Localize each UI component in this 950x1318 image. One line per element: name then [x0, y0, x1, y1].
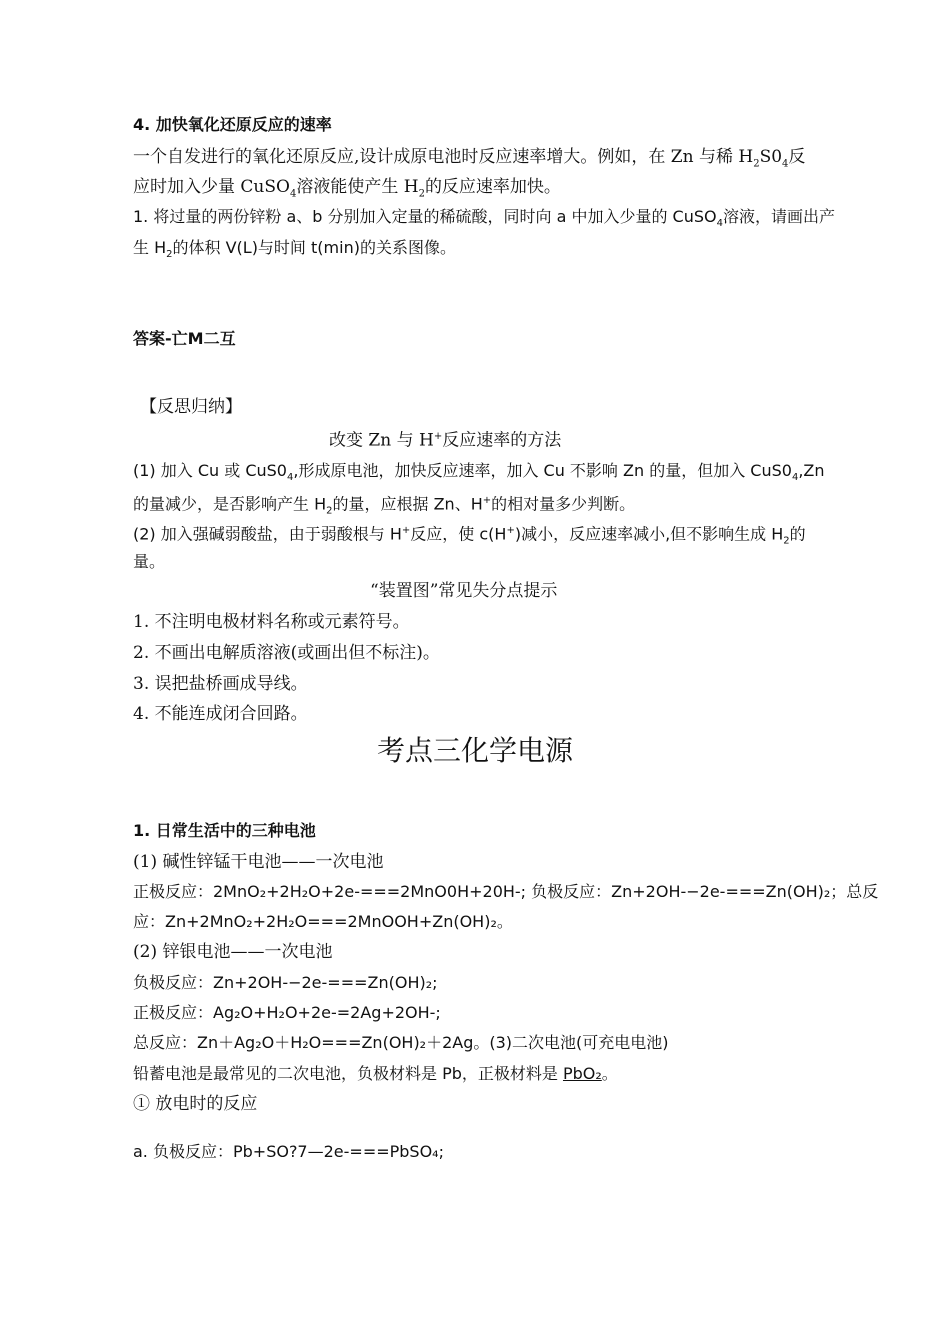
subscript: 2 — [783, 535, 790, 547]
text: 的反应速率加快。 — [424, 177, 561, 197]
text: 生 H — [133, 238, 167, 257]
answer-line: 答案-亡M二互 — [133, 329, 236, 348]
text: 的量，应根据 Zn、H — [332, 494, 483, 514]
reflection-p2-line-2: 量。 — [133, 552, 166, 571]
section-3-title: 考点三化学电源 — [376, 734, 573, 767]
batteries-heading: 1. 日常生活中的三种电池 — [133, 821, 316, 840]
battery-1-title: (1) 碱性锌锰干电池——一次电池 — [133, 852, 384, 872]
reflection-subtitle — [329, 426, 561, 452]
battery-3-line-3: a. 负极反应：Pb+SO?7—2e-===PbSO₄; — [133, 1142, 444, 1161]
reflection-p2-line-1 — [133, 520, 806, 553]
text: S0 — [759, 147, 783, 167]
battery-3-line-2: ① 放电时的反应 — [133, 1094, 258, 1114]
text: 反应速率的方法 — [442, 430, 562, 451]
text: 反 — [788, 147, 806, 167]
battery-2-line-1: 负极反应：Zn+2OH-−2e-===Zn(OH)₂; — [133, 973, 438, 992]
section-4-paragraph-line-1 — [133, 146, 805, 175]
text: ,形成原电池，加快反应速率，加入 Cu 不影响 Zn 的量，但加入 CuS0 — [293, 461, 792, 480]
subscript: 2 — [326, 505, 333, 517]
text: 改变 Zn 与 H — [329, 430, 434, 451]
text: (2) 加入强碱弱酸盐，由于弱酸根与 H — [133, 524, 402, 544]
text: 应时加入少量 CuSO — [133, 177, 290, 197]
superscript: + — [433, 431, 443, 442]
subscript: 2 — [166, 249, 173, 261]
text: 的量减少，是否影响产生 H — [133, 494, 327, 514]
reflection-p1-line-2 — [133, 490, 635, 523]
battery-2-line-2: 正极反应：Ag₂O+H₂O+2e-=2Ag+2OH-; — [133, 1003, 441, 1022]
text: 溶液能使产生 H — [296, 177, 419, 197]
superscript: + — [401, 525, 411, 536]
text: 的 — [789, 524, 806, 544]
reflection-title: 【反思归纳】 — [140, 397, 242, 417]
text: 的体积 V(L)与时间 t(min)的关系图像。 — [172, 238, 456, 257]
text: 溶液，请画出产 — [723, 207, 836, 226]
reflection-p1-line-1 — [133, 460, 825, 489]
tips-item-3: 3. 误把盐桥画成导线。 — [133, 674, 308, 694]
question-1-line-2 — [133, 237, 456, 266]
text: )减小，反应速率减小,但不影响生成 H — [514, 524, 784, 544]
battery-2-line-3: 总反应：Zn＋Ag₂O＋H₂O===Zn(OH)₂＋2Ag。(3)二次电池(可充电电池) — [133, 1033, 669, 1052]
subscript: 4 — [791, 472, 799, 484]
tips-item-4: 4. 不能连成闭合回路。 — [133, 704, 308, 724]
tips-item-1: 1. 不注明电极材料名称或元素符号。 — [133, 612, 410, 632]
subscript: 2 — [418, 188, 425, 200]
battery-1-line-2: 应：Zn+2MnO₂+2H₂O===2MnOOH+Zn(OH)₂。 — [133, 912, 513, 931]
battery-3-line-1 — [133, 1063, 618, 1085]
underlined-answer: PbO₂ — [562, 1064, 602, 1083]
tips-item-2: 2. 不画出电解质溶液(或画出但不标注)。 — [133, 643, 440, 663]
battery-1-line-1: 正极反应：2MnO₂+2H₂O+2e-===2MnO0H+20H-; 负极反应：Zn+2OH-−2e-===Zn(OH)₂；总反 — [133, 882, 879, 901]
text: 一个自发进行的氧化还原反应,设计成原电池时反应速率增大。例如，在 Zn 与稀 H — [133, 147, 754, 167]
subscript: 4 — [716, 218, 723, 230]
subscript: 4 — [286, 472, 294, 484]
text: (1) 加入 Cu 或 CuS0 — [133, 461, 287, 480]
question-1-line-1 — [133, 206, 835, 235]
text: 反应，使 c(H — [410, 524, 507, 544]
text: ,Zn — [798, 461, 825, 480]
section-4-paragraph-line-2 — [133, 176, 561, 205]
text: 。 — [601, 1064, 618, 1083]
text: 铅蓄电池是最常见的二次电池，负极材料是 Pb，正极材料是 — [133, 1064, 563, 1083]
superscript: + — [506, 525, 515, 536]
text: 的相对量多少判断。 — [491, 494, 636, 514]
section-4-heading: 4. 加快氧化还原反应的速率 — [133, 115, 332, 134]
battery-2-title: (2) 锌银电池——一次电池 — [133, 942, 333, 962]
superscript: + — [482, 495, 492, 506]
tips-title: “装置图”常见失分点提示 — [370, 581, 558, 601]
subscript: 4 — [782, 158, 789, 170]
subscript: 4 — [289, 188, 297, 200]
text: 1. 将过量的两份锌粉 a、b 分别加入定量的稀硫酸，同时向 a 中加入少量的 CuSO — [133, 207, 717, 226]
subscript: 2 — [753, 158, 760, 170]
